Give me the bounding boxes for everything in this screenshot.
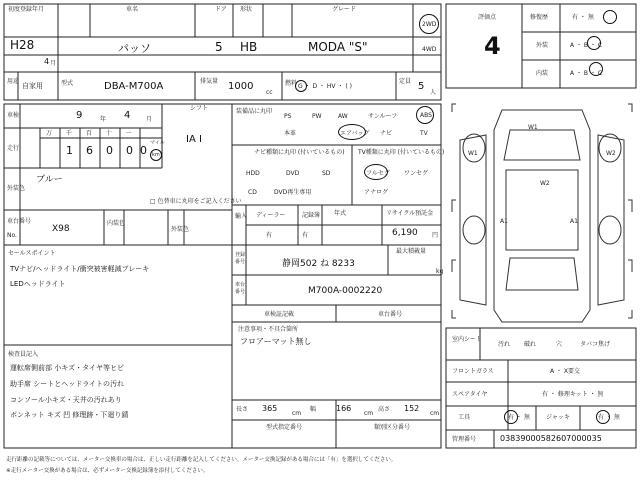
sales-point-line: LEDヘッドライト (10, 280, 66, 288)
mileage-label: 走行 (7, 145, 20, 152)
mileage-digit: 0 (106, 144, 113, 157)
color-label: 外装色 (7, 185, 26, 192)
equip-navi: ナビ (380, 130, 393, 137)
capacity-unit: 人 (430, 89, 437, 96)
interior-selected-circle (589, 62, 603, 76)
mileage-digit: 6 (86, 144, 93, 157)
displacement-unit: cc (266, 89, 273, 96)
sales-point-line: TVナビ/ヘッドライト/衝突被害軽減ブレーキ (10, 265, 150, 273)
mgmt-label: 管理番号 (452, 436, 477, 443)
mileage-unit-km: km (152, 152, 160, 158)
equip-leather: 本革 (284, 130, 297, 137)
displacement-label: 排気量 (200, 78, 219, 85)
capacity-value: 5 (418, 81, 425, 92)
capacity-label: 定員 (399, 78, 412, 85)
jack-options: 有 ・ 無 (598, 414, 620, 421)
recycle-value: 6,190 (392, 228, 418, 238)
footer-line: 走行距離の記載等については、メーター交換車の場合は、正しい走行距離を記入してください。メーター交換記録がある場合には「有」を選択してください。 (6, 457, 397, 463)
displacement-value: 1000 (228, 81, 254, 92)
color-value: ブルー (36, 175, 63, 185)
navi-cd: CD (248, 189, 257, 196)
spare-options: 有 ・ 修理キット ・ 無 (542, 391, 604, 398)
tv-fullseg: フルセグ (366, 170, 390, 177)
tv-analog: アナログ (364, 189, 389, 196)
interior-options: A ・ B ・ C (570, 70, 603, 77)
fuel-options: G ・ D ・ HV ・ ( ) (298, 83, 352, 90)
tv-type-label: TV種類に丸印 (付いているもの) (358, 149, 445, 156)
fuel-label: 燃料 (285, 80, 298, 87)
interior-label: 内装 (536, 70, 549, 77)
shift-label: シフト (190, 105, 209, 112)
inspector-notes-label: 検査員記入 (8, 351, 39, 358)
outer-color-label: 外装色 (171, 226, 190, 233)
jack-label: ジャッキ (546, 414, 570, 421)
drive-2wd: 2WD (422, 21, 437, 28)
drive-4wd: 4WD (422, 46, 437, 53)
first-reg-month-unit: 月 (50, 60, 57, 67)
recycle-unit: 円 (432, 232, 439, 239)
cert-sub-label: 車台番号 (378, 311, 403, 318)
grade-label: グレード (332, 6, 357, 13)
width-unit: cm (364, 410, 374, 417)
width-label: 幅 (310, 406, 317, 413)
equip-pw: PW (312, 113, 322, 120)
plate-label: 登録番号 (235, 252, 246, 265)
seat-option: 穴 (556, 341, 563, 348)
tools-label: 工具 (458, 414, 471, 421)
repair-label: 修復歴 (530, 14, 549, 21)
diagram-label: W2 (540, 180, 550, 187)
cert-label: 車検証記載 (264, 311, 295, 318)
score-value: 4 (484, 32, 501, 60)
tv-oneseg: ワンセグ (404, 170, 429, 177)
mileage-units: 万 千 百 十 一 (46, 130, 138, 137)
car-name-label: 車名 (126, 6, 139, 13)
exterior-options: A ・ B ・ C (570, 42, 603, 49)
shape-value: HB (240, 40, 258, 54)
buyer-label: 輸入 (235, 213, 248, 220)
inspection-label: 車検 (7, 112, 20, 119)
seat-option: タバコ焦げ (580, 341, 610, 348)
dealer-label: ディーラー (256, 212, 286, 219)
equip-aw: AW (338, 113, 348, 120)
diagram-label: A1 (500, 218, 508, 225)
chassis-label: 車台番号 (235, 282, 246, 295)
first-reg-label: 初度登録年月 (8, 6, 45, 13)
repair-selected-circle (603, 10, 617, 24)
mileage-unit-mile: マイル (150, 140, 165, 146)
vin-label: 車台番号 (7, 218, 32, 225)
equip-airbag: エアバッグ (340, 130, 370, 137)
sales-points-label: セールスポイント (8, 250, 56, 257)
model-label: 型式 (61, 80, 74, 87)
navi-dvd-only: DVD再生専用 (274, 189, 312, 196)
plate-value: 静岡502 ね 8233 (282, 259, 355, 269)
mileage-digit: 0 (126, 144, 133, 157)
mileage-digit: 0 (140, 144, 147, 157)
length-unit: cm (292, 410, 302, 417)
seat-option: 汚れ (498, 341, 511, 348)
model-year-label: 年式 (334, 210, 347, 217)
car-name-value: パッソ (118, 42, 151, 55)
mgmt-value: 03839000582607000035 (500, 434, 602, 443)
length-value: 365 (262, 404, 278, 413)
door-value: 5 (215, 40, 223, 54)
diagram-label: W1 (528, 124, 538, 131)
door-label: ドア (215, 6, 227, 13)
height-unit: cm (430, 410, 440, 417)
equip-ps: PS (284, 113, 292, 120)
inspector-note-line: ボンネット キズ 凹 修理跡・下廻り錆 (10, 411, 129, 419)
navi-sd: SD (322, 170, 331, 177)
glass-options: A ・ X要交 (550, 368, 581, 375)
inner-color-label: 内装色 (107, 220, 126, 227)
repair-options: 有 ・ 無 (572, 14, 594, 21)
import-value: 有 (266, 232, 273, 239)
spare-label: スペアタイヤ (452, 391, 488, 398)
first-reg-value: H28 (10, 38, 35, 52)
seat-label: 室内シート (452, 336, 483, 343)
diagram-label: W2 (606, 150, 616, 157)
length-label: 長さ (236, 406, 249, 413)
exterior-label: 外装 (536, 42, 549, 49)
diagram-label: W1 (468, 150, 478, 157)
navi-dvd: DVD (286, 170, 300, 177)
inspection-year: 9 (76, 110, 83, 121)
max-load-unit: kg (436, 268, 444, 275)
score-label: 評価点 (478, 14, 497, 21)
height-label: 高さ (378, 406, 391, 413)
use-label: 用途 (7, 78, 20, 85)
inspection-month-unit: 月 (146, 116, 153, 123)
seat-option: 破れ (524, 341, 537, 348)
note-value: フロアーマット無し (240, 337, 312, 346)
width-value: 166 (336, 404, 352, 413)
exterior-selected-circle (587, 36, 601, 50)
tools-options: 有 ・ 無 (508, 414, 530, 421)
max-load-label: 最大積載量 (396, 248, 427, 255)
glass-label: フロントガラス (452, 368, 494, 375)
diagram-label: A1 (570, 218, 578, 225)
equip-tv: TV (420, 130, 428, 137)
type-label: 型式指定番号 (266, 424, 303, 431)
equipment-label: 装備品に丸印 (236, 108, 273, 115)
note-label: 注意事項・不具合箇所 (238, 326, 299, 333)
recycle-label: リサイクル預託金 (386, 210, 434, 217)
navi-type-label: ナビ種類に丸印 (付いているもの) (254, 149, 345, 156)
present-label: 有 (302, 232, 309, 239)
inspector-note-line: 運転席側前部 小キズ・タイヤ等ヒビ (10, 364, 124, 372)
height-value: 152 (404, 404, 420, 413)
chassis-value: M700A-0002220 (308, 286, 383, 296)
inspection-month: 4 (124, 110, 131, 121)
class-label: 類別区分番号 (374, 424, 411, 431)
shape-label: 形状 (240, 6, 253, 13)
equip-abs: ABS (420, 112, 432, 119)
model-value: DBA-M700A (104, 81, 164, 92)
grade-value: MODA "S" (308, 40, 368, 54)
color-change-note: □ 色替車に丸印をご記入ください (150, 198, 242, 205)
equip-sunroof: サンルーフ (368, 113, 398, 120)
chassis-no-label: No. (7, 232, 17, 239)
pass-label: 記録簿 (302, 212, 321, 219)
footer-line: ※走行メーター交換がある場合は、必ずメーター交換記録簿を添付してください。 (6, 468, 209, 474)
shift-value: IA I (186, 134, 202, 145)
mileage-digit: 1 (66, 144, 73, 157)
first-reg-month: 4 (44, 57, 50, 66)
navi-hdd: HDD (246, 170, 260, 177)
inspection-year-unit: 年 (100, 116, 107, 123)
chassis-no-value: X98 (52, 224, 70, 234)
inspector-note-line: 助手席 シートとヘッドライトの汚れ (10, 380, 125, 388)
use-value: 自家用 (22, 82, 43, 90)
inspector-note-line: コンソール小キズ・天井の汚れあり (10, 396, 122, 404)
